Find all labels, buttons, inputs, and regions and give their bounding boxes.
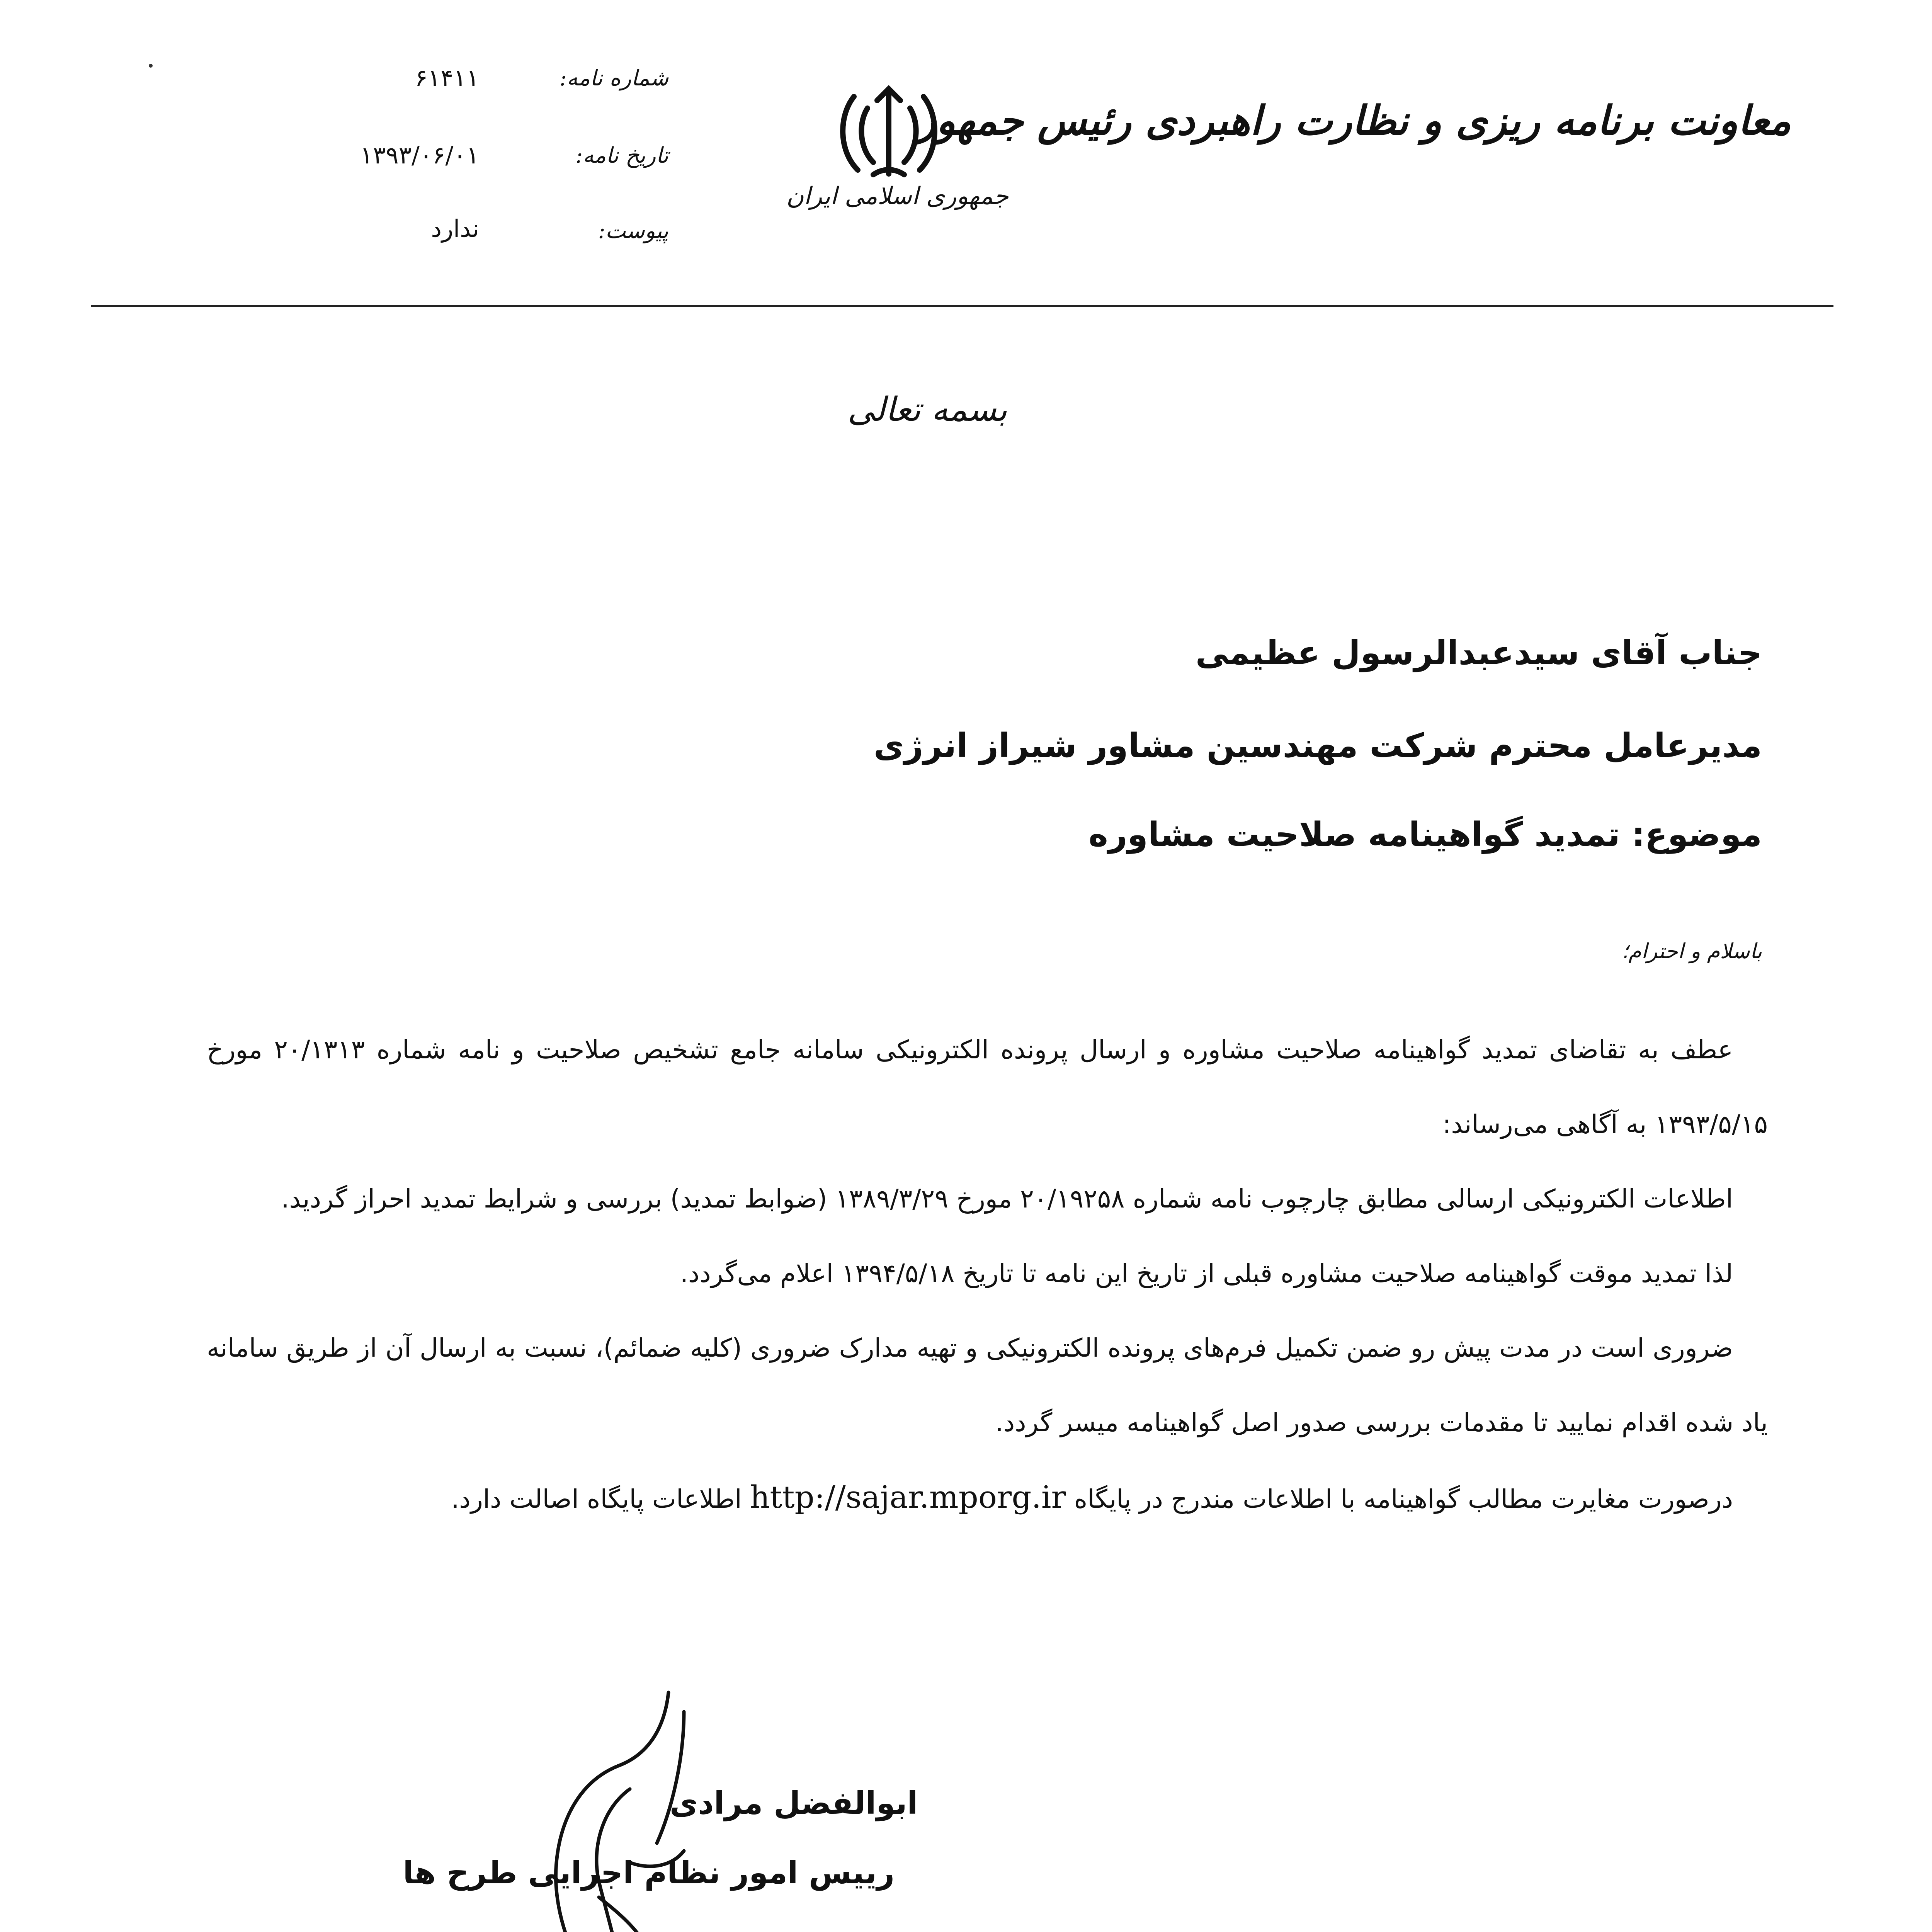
letter-date: ۱۳۹۳/۰۶/۰۱ [360, 141, 479, 169]
body-paragraph-5-end: اطلاعات پایگاه اصالت دارد. [451, 1484, 742, 1514]
letter-date-label: تاریخ نامه: [575, 143, 668, 168]
body-paragraph-2: اطلاعات الکترونیکی ارسالی مطابق چارچوب نامه شماره ۲۰/۱۹۲۵۸ مورخ ۱۳۸۹/۳/۲۹ (ضوابط تمدید) بررسی و شرایط تمدید احراز گردید. [281, 1184, 1733, 1214]
signatory-name: ابوالفضل مرادی [670, 1785, 918, 1821]
letter-number-label: شماره نامه: [559, 66, 668, 91]
salutation: باسلام و احترام؛ [1622, 939, 1762, 963]
body-paragraph-4: ضروری است در مدت پیش رو ضمن تکمیل فرم‌های پرونده الکترونیکی و تهیه مدارک ضروری (کلیه ضمائم)، نسبت به ارسال آن از طریق سامانه یاد شده اقدام نمایید تا مقدمات بررسی صدور اصل گواهینامه میسر گردد. [207, 1333, 1768, 1437]
body-paragraph-5-start: درصورت مغایرت مطالب گواهینامه با اطلاعات مندرج در پایگاه [1074, 1484, 1733, 1514]
attachment-label: پیوست: [598, 218, 668, 243]
portal-url-link[interactable]: http://sajar.mporg.ir [750, 1479, 1066, 1515]
bismillah: بسمه تعالی [847, 390, 1007, 429]
letter-number: ۶۱۴۱۱ [415, 64, 479, 92]
attachment-value: ندارد [431, 214, 479, 243]
signatory-role: رییس امور نظام اجرایی طرح ها [403, 1855, 895, 1891]
body-paragraph-5 [207, 1460, 1768, 1536]
body-paragraph-3: لذا تمدید موقت گواهینامه صلاحیت مشاوره قبلی از تاریخ این نامه تا تاریخ ۱۳۹۴/۵/۱۸ اعلام می‌گردد. [680, 1259, 1733, 1288]
iran-emblem-icon [831, 73, 947, 197]
letter-subject: موضوع: تمدید گواهینامه صلاحیت مشاوره [1088, 815, 1762, 854]
recipient-name: جناب آقای سیدعبدالرسول عظیمی [1195, 634, 1762, 672]
organization-title: معاونت برنامه ریزی و نظارت راهبردی رئیس جمهور [917, 97, 1791, 144]
header-divider [91, 305, 1833, 307]
letter-body [207, 1012, 1768, 1536]
country-name: جمهوری اسلامی ایران [786, 182, 1009, 210]
body-paragraph-1: عطف به تقاضای تمدید گواهینامه صلاحیت مشاوره و ارسال پرونده الکترونیکی سامانه جامع تشخیص صلاحیت و نامه شماره ۲۰/۱۳۱۳ مورخ ۱۳۹۳/۵/۱۵ به آگاهی می‌رساند: [207, 1035, 1768, 1139]
scan-speck [149, 64, 153, 68]
recipient-position: مدیرعامل محترم شرکت مهندسین مشاور شیراز انرژی [873, 726, 1762, 765]
